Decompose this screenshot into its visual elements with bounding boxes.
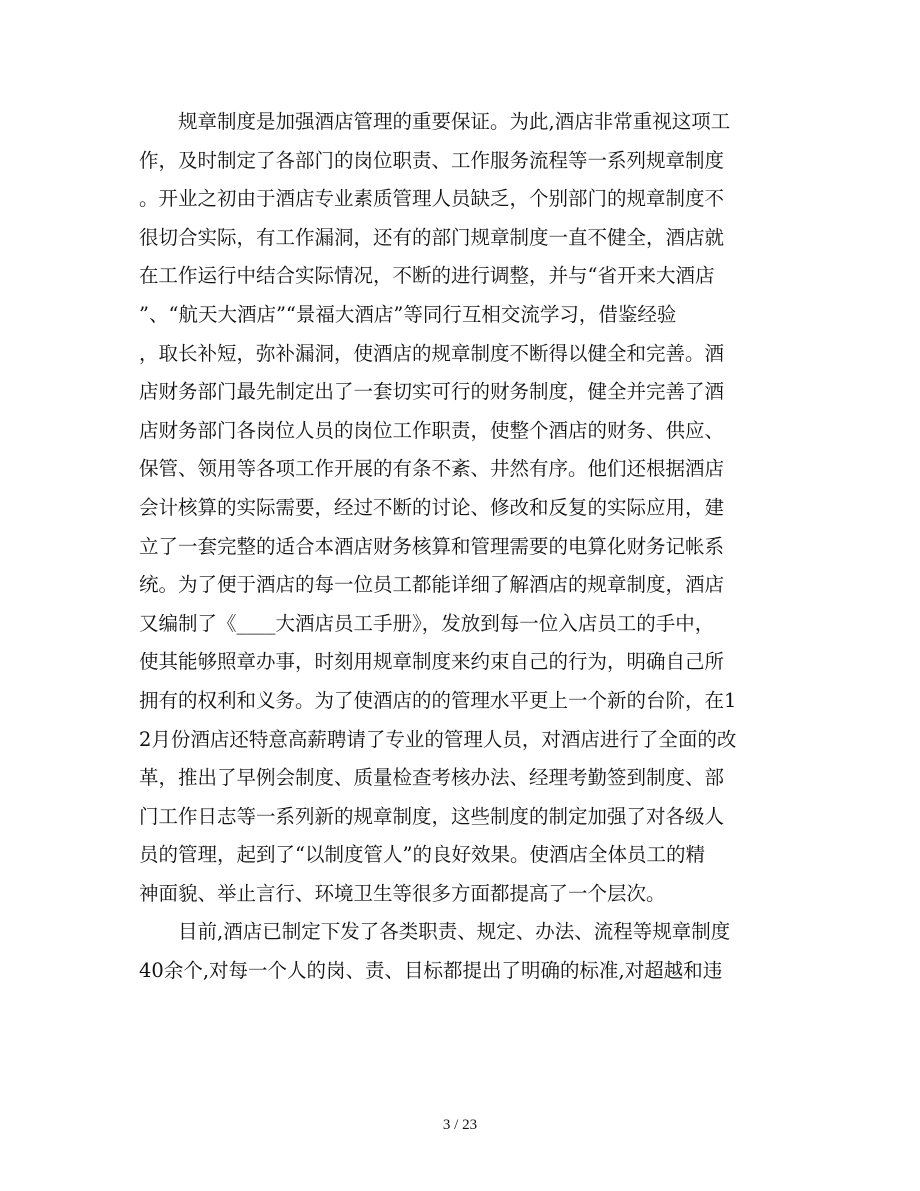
paragraph-2-line-1: 目前,酒店已制定下发了各类职责、规定、办法、流程等规章制度 <box>178 920 731 944</box>
paragraph-1-line-21: 神面貌、举止言行、环境卫生等很多方面都提高了一个层次。 <box>139 881 666 905</box>
paragraph-2-line-2: 40余个,对每一个人的岗、责、目标都提出了明确的标准,对超越和违 <box>139 959 723 983</box>
paragraph-1-line-5: 在工作运行中结合实际情况，不断的进行调整，并与“省开来大酒店 <box>139 264 715 288</box>
paragraph-1-line-13: 统。为了便于酒店的每一位员工都能详细了解酒店的规章制度，酒店 <box>139 573 725 597</box>
body-text <box>139 103 779 991</box>
paragraph-1-line-20: 员的管理，起到了“以制度管人”的良好效果。使酒店全体员工的精 <box>139 843 705 867</box>
paragraph-1-line-7: ，取长补短，弥补漏洞，使酒店的规章制度不断得以健全和完善。酒 <box>139 341 725 365</box>
paragraph-1-line-19: 门工作日志等一系列新的规章制度，这些制度的制定加强了对各级人 <box>139 804 725 828</box>
page-number: 3 / 23 <box>442 1117 478 1133</box>
paragraph-1-line-11: 会计核算的实际需要，经过不断的讨论、修改和反复的实际应用，建 <box>139 495 725 519</box>
paragraph-1-line-14: 又编制了《____大酒店员工手册》，发放到每一位入店员工的手中， <box>139 611 715 635</box>
paragraph-1-line-17: 2月份酒店还特意高薪聘请了专业的管理人员，对酒店进行了全面的改 <box>139 727 737 751</box>
paragraph-1-line-9: 店财务部门各岗位人员的岗位工作职责，使整个酒店的财务、供应、 <box>139 418 725 442</box>
paragraph-1-line-12: 立了一套完整的适合本酒店财务核算和管理需要的电算化财务记帐系 <box>139 534 725 558</box>
paragraph-1-line-16: 拥有的权利和义务。为了使酒店的的管理水平更上一个新的台阶，在1 <box>139 688 737 712</box>
paragraph-1-line-8: 店财务部门最先制定出了一套切实可行的财务制度，健全并完善了酒 <box>139 380 725 404</box>
paragraph-1-line-15: 使其能够照章办事，时刻用规章制度来约束自己的行为，明确自己所 <box>139 650 725 674</box>
paragraph-1-line-3: 。开业之初由于酒店专业素质管理人员缺乏，个别部门的规章制度不 <box>139 187 725 211</box>
paragraph-1-line-2: 作，及时制定了各部门的岗位职责、工作服务流程等一系列规章制度 <box>139 148 725 172</box>
paragraph-1-line-1: 规章制度是加强酒店管理的重要保证。为此,酒店非常重视这项工 <box>178 110 731 133</box>
paragraph-1-line-4: 很切合实际，有工作漏洞，还有的部门规章制度一直不健全，酒店就 <box>139 225 725 249</box>
paragraph-1-line-6: ”、“航天大酒店”“景福大酒店”等同行互相交流学习，借鉴经验 <box>139 302 677 326</box>
paragraph-1-line-18: 革，推出了早例会制度、质量检查考核办法、经理考勤签到制度、部 <box>139 766 725 790</box>
paragraph-1-line-10: 保管、领用等各项工作开展的有条不紊、井然有序。他们还根据酒店 <box>139 457 725 481</box>
